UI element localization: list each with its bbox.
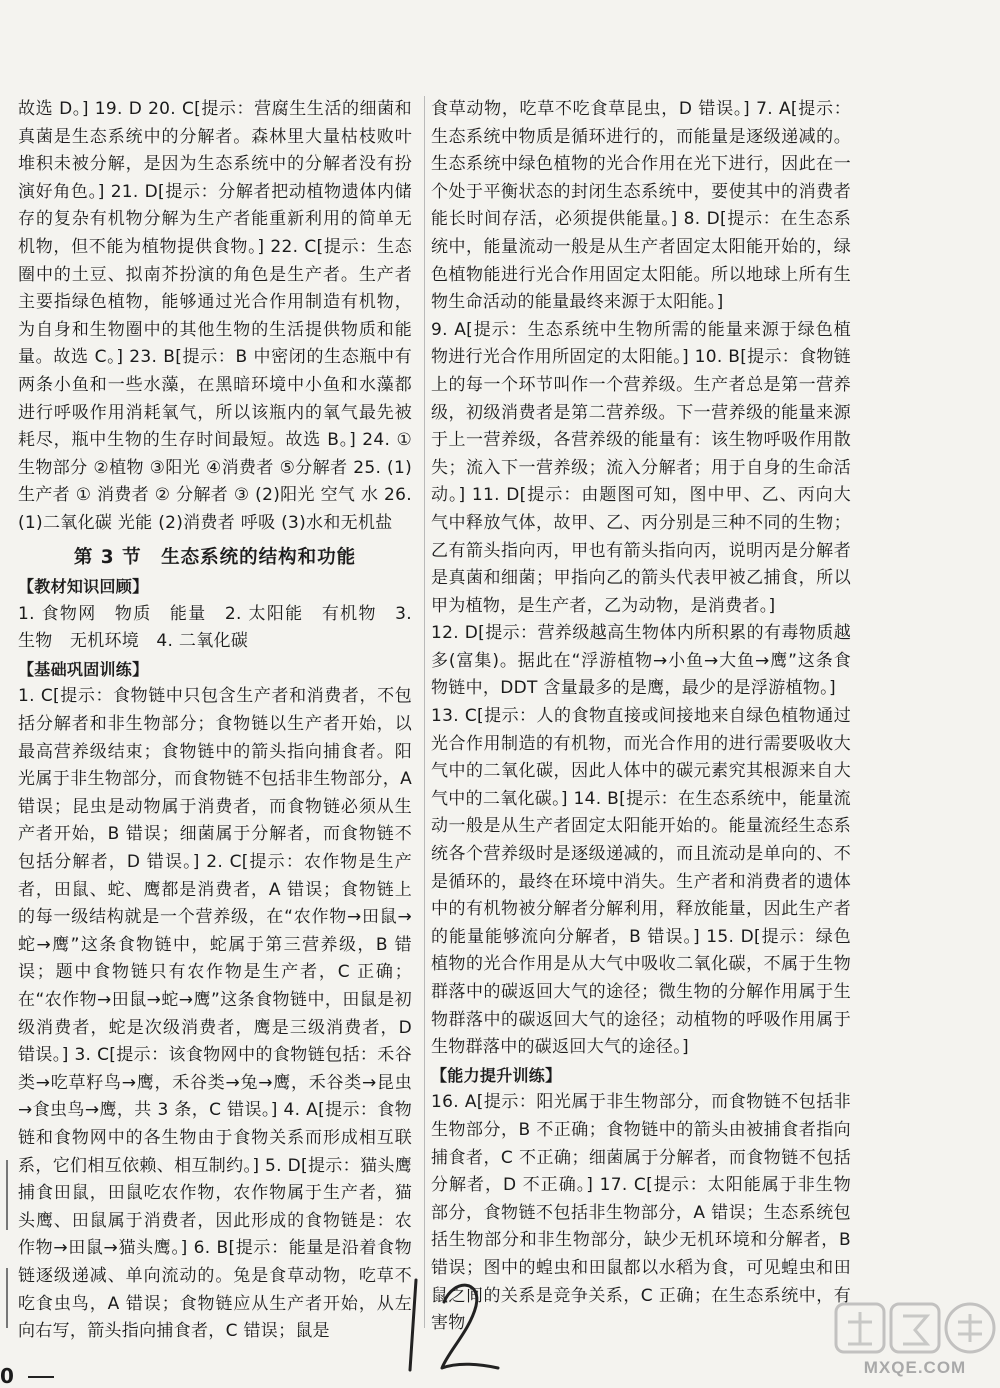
heading-basic-training: 【基础巩固训练】 — [18, 659, 149, 679]
answer-paragraph-6-8: 食草动物，吃草不吃食草昆虫，D 错误。] 7. A[提示：生态系统中物质是循环进行的，而能量是逐级递减的。生态系统中绿色植物的光合作用在光下进行，因此在一个处于平衡状态的封闭生态系统中，要使其中的消费者能长时间存活，必须提供能量。] 8. D[提示：在生态系统中，能量流动一般是从生产者固定太阳能开始的，绿色植物能进行光合作用固定太阳能。所以地球上所有生物生命活动的能量最终来源于太阳能。] — [431, 99, 851, 313]
section-title: 第 3 节 生态系统的结构和功能 — [73, 546, 357, 568]
column-divider — [424, 96, 425, 1328]
page-number-dash — [28, 1376, 54, 1378]
answer-paragraph-13-15: 13. C[提示：人的食物直接或间接地来自绿色植物通过光合作用制造的有机物，而光合作用的进行需要吸收大气中的二氧化碳，因此人体中的碳元素究其根源来自大气中的二氧化碳。] 14. B[提示：在生态系统中，能量流动一般是从生产者固定太阳能开始的。能量流经生态系统各个营养级时是逐级递减的，而且流动是单向的、不是循环的，最终在环境中消失。生产者和消费者的遗体中的有机物被分解者分解利用，释放能量，因此生产者的能量能够流向分解者，B 错误。] 15. D[提示：绿色植物的光合作用是从大气中吸收二氧化碳，不属于生物群落中的碳返回大气的途径；微生物的分解作用属于生物群落中的碳返回大气的途径；动植物的呼吸作用属于生物群落中的碳返回大气的途径。] — [431, 706, 851, 1058]
scan-edge-mark — [6, 1268, 8, 1328]
answer-paragraph-1-6: 1. C[提示：食物链中只包含生产者和消费者，不包括分解者和非生物部分；食物链以生产者开始，以最高营养级结束；食物链中的箭头指向捕食者。阳光属于非生物部分，而食物链不包括非生物部分，A 错误；昆虫是动物属于消费者，而食物链必须从生产者开始，B 错误；细菌属于分解者，而食物链不包括分解者，D 错误。] 2. C[提示：农作物是生产者，田鼠、蛇、鹰都是消费者，A 错误；食物链上的每一级结构就是一个营养级，在“农作物→田鼠→蛇→鹰”这条食物链中，蛇属于第三营养级，B 错误；题中食物链只有农作物是生产者，C 正确；在“农作物→田鼠→蛇→鹰”这条食物链中，田鼠是初级消费者，蛇是次级消费者，鹰是三级消费者，D 错误。] 3. C[提示：该食物网中的食物链包括：禾谷类→吃草籽鸟→鹰，禾谷类→兔→鹰，禾谷类→昆虫→食虫鸟→鹰，共 3 条，C 错误。] 4. A[提示：食物链和食物网中的各生物由于食物关系而形成相互联系，它们相互依赖、相互制约。] 5. D[提示：猫头鹰捕食田鼠，田鼠吃农作物，农作物属于生产者，猫头鹰、田鼠属于消费者，因此形成的食物链是：农作物→田鼠→猫头鹰。] 6. B[提示：能量是沿着食物链逐级递减、单向流动的。兔是食草动物，吃草不吃食虫鸟，A 错误；食物链应从生产者开始，从左向右写，箭头指向捕食者，C 错误；鼠是 — [18, 686, 412, 1342]
watermark-logo-icon — [834, 1300, 996, 1356]
answer-paragraph-review: 1. 食物网 物质 能量 2. 太阳能 有机物 3. 生物 无机环境 4. 二氧化碳 — [18, 603, 412, 652]
page-number: 0 — [0, 1364, 14, 1388]
answer-paragraph-9-11: 9. A[提示：生态系统中生物所需的能量来源于绿色植物进行光合作用所固定的太阳能。] 10. B[提示：食物链上的每一个环节叫作一个营养级。生产者总是第一营养级，初级消费者是第二营养级。下一营养级的能量来源于上一营养级，各营养级的能量有：该生物呼吸作用散失；流入下一营养级；流入分解者；用于自身的生命活动。] 11. D[提示：由题图可知，图中甲、乙、丙向大气中释放气体，故甲、乙、丙分别是三种不同的生物；乙有箭头指向丙，甲也有箭头指向丙，说明丙是分解者是真菌和细菌；甲指向乙的箭头代表甲被乙捕食，所以甲为植物，是生产者，乙为动物，是消费者。] — [431, 319, 851, 616]
handwritten-number-12 — [398, 1272, 508, 1376]
left-column — [18, 96, 412, 1346]
heading-textbook-review: 【教材知识回顾】 — [18, 577, 149, 597]
right-column — [431, 96, 851, 1338]
watermark-site-text: MXQE.COM — [863, 1358, 967, 1377]
answer-paragraph-19-26: 故选 D。] 19. D 20. C[提示：营腐生生活的细菌和真菌是生态系统中的分解者。森林里大量枯枝败叶堆积未被分解，是因为生态系统中的分解者没有扮演好角色。] 21. D[提示：分解者把动植物遗体内储存的复杂有机物分解为生产者能重新利用的简单无机物，但不能为植物提供食物。] 22. C[提示：生态圈中的土豆、拟南芥扮演的角色是生产者。生产者主要指绿色植物，能够通过光合作用制造有机物，为自身和生物圈中的其他生物的生活提供物质和能量。故选 C。] 23. B[提示：B 中密闭的生态瓶中有两条小鱼和一些水藻，在黑暗环境中小鱼和水藻都进行呼吸作用消耗氧气，所以该瓶内的氧气最先被耗尽，瓶中生物的生存时间最短。故选 B。] 24. ①生物部分 ②植物 ③阳光 ④消费者 ⑤分解者 25. (1)生产者 ① 消费者 ② 分解者 ③ (2)阳光 空气 水 26. (1)二氧化碳 光能 (2)消费者 呼吸 (3)水和无机盐 — [18, 99, 412, 533]
answer-paragraph-16-17: 16. A[提示：阳光属于非生物部分，而食物链不包括非生物部分，B 不正确；食物链中的箭头由被捕食者指向捕食者，C 不正确；细菌属于分解者，而食物链不包括分解者，D 不正确。] 17. C[提示：太阳能属于非生物部分，食物链不包括非生物部分，A 错误；生态系统包括生物部分和非生物部分，缺少无机环境和分解者，B 错误；图中的蝗虫和田鼠都以水稻为食，可见蝗虫和田鼠之间的关系是竞争关系，C 正确；在生态系统中，有害物 — [431, 1092, 851, 1334]
scan-edge-mark — [6, 1160, 8, 1230]
answer-paragraph-12: 12. D[提示：营养级越高生物体内所积累的有毒物质越多(富集)。据此在“浮游植物→小鱼→大鱼→鹰”这条食物链中，DDT 含量最多的是鹰，最少的是浮游植物。] — [431, 623, 851, 699]
heading-ability-training: 【能力提升训练】 — [431, 1065, 562, 1085]
